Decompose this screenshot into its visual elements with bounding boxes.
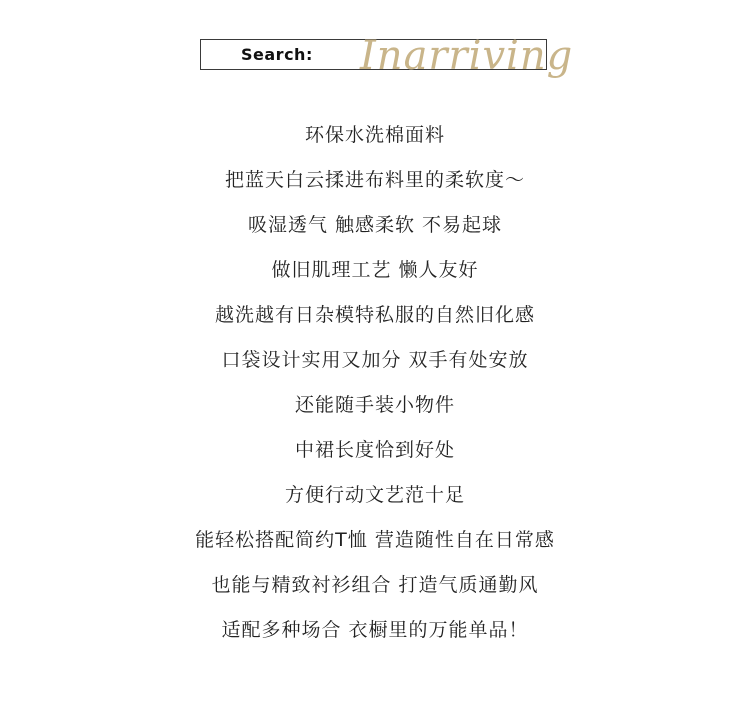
description-line: 做旧肌理工艺 懒人友好 [271,259,479,281]
description-line: 吸湿透气 触感柔软 不易起球 [247,214,503,236]
description-line: 越洗越有日杂模特私服的自然旧化感 [214,304,535,326]
description-line: 把蓝天白云揉进布料里的柔软度～ [224,169,525,191]
description-line: 口袋设计实用又加分 双手有处安放 [221,349,529,371]
description-line: 适配多种场合 衣橱里的万能单品！ [221,619,529,641]
brand-script-logo [358,14,574,84]
search-value: Inarriving [360,33,574,79]
search-label: Search: [241,45,313,64]
description-line: 中裙长度恰到好处 [294,439,455,461]
product-description [0,113,750,653]
description-line: 方便行动文艺范十足 [284,484,465,506]
description-line: 环保水洗棉面料 [304,124,445,146]
description-line: 还能随手装小物件 [294,394,455,416]
description-line: 能轻松搭配简约T恤 营造随性自在日常感 [195,529,555,551]
description-line: 也能与精致衬衫组合 打造气质通勤风 [211,574,539,596]
